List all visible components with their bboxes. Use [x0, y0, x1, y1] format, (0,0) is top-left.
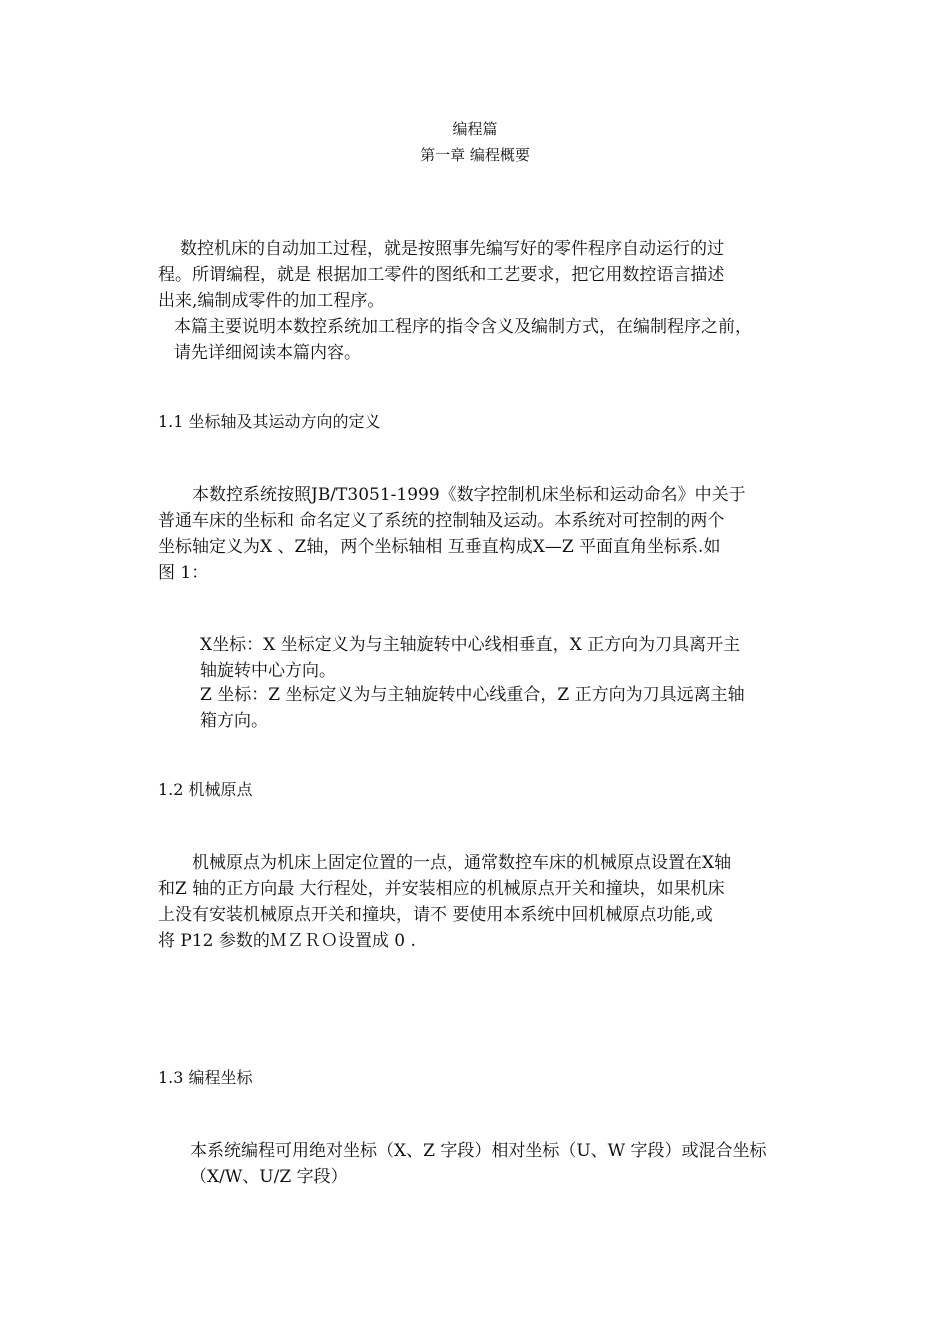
text-line: 程。所谓编程，就是 根据加工零件的图纸和工艺要求，把它用数控语言描述 — [158, 265, 725, 285]
text-line: 本篇主要说明本数控系统加工程序的指令含义及编制方式，在编制程序之前， — [174, 317, 752, 337]
section-heading-1-1: 1.1 坐标轴及其运动方向的定义 — [158, 412, 381, 431]
section-1-1-body — [158, 482, 746, 586]
text-line: 坐标轴定义为X 、Z轴，两个坐标轴相 互垂直构成X—Z 平面直角坐标系.如 — [158, 537, 721, 557]
section-heading-1-3: 1.3 编程坐标 — [158, 1068, 253, 1087]
intro-paragraph-2 — [174, 314, 752, 366]
text-line: 本系统编程可用绝对坐标（X、Z 字段）相对坐标（U、W 字段）或混合坐标 — [190, 1141, 767, 1161]
text-line: Z 坐标：Z 坐标定义为与主轴旋转中心线重合，Z 正方向为刀具远离主轴 — [200, 685, 745, 705]
text-line: 轴旋转中心方向。 — [200, 661, 336, 681]
section-1-3-body — [190, 1138, 767, 1190]
text-line: 箱方向。 — [200, 711, 268, 731]
part-title: 编程篇 — [452, 120, 498, 138]
text-line: 数控机床的自动加工过程，就是按照事先编写好的零件程序自动运行的过 — [180, 239, 724, 259]
text-line: 普通车床的坐标和 命名定义了系统的控制轴及运动。本系统对可控制的两个 — [158, 511, 725, 531]
text-line: X坐标：X 坐标定义为与主轴旋转中心线相垂直，X 正方向为刀具离开主 — [200, 635, 741, 655]
x-axis-definition — [200, 632, 740, 684]
text-line: 和Z 轴的正方向最 大行程处，并安装相应的机械原点开关和撞块，如果机床 — [158, 879, 725, 899]
text-line: 图 1： — [158, 563, 209, 583]
text-line: 将 P12 参数的ＭＺＲＯ设置成 0 . — [158, 931, 416, 951]
section-heading-1-2: 1.2 机械原点 — [158, 780, 253, 799]
intro-paragraph-1 — [158, 236, 724, 314]
text-line: 请先详细阅读本篇内容。 — [174, 343, 361, 363]
text-line: 出来,编制成零件的加工程序。 — [158, 291, 385, 311]
section-1-2-body — [158, 850, 731, 954]
z-axis-definition — [200, 682, 745, 734]
text-line: 机械原点为机床上固定位置的一点，通常数控车床的机械原点设置在X轴 — [192, 853, 732, 873]
chapter-title: 第一章 编程概要 — [420, 146, 530, 164]
text-line: 本数控系统按照JB/T3051-1999《数字控制机床坐标和运动命名》中关于 — [192, 485, 746, 505]
text-line: （X/W、U/Z 字段） — [190, 1167, 348, 1187]
text-line: 上没有安装机械原点开关和撞块，请不 要使用本系统中回机械原点功能,或 — [158, 905, 713, 925]
